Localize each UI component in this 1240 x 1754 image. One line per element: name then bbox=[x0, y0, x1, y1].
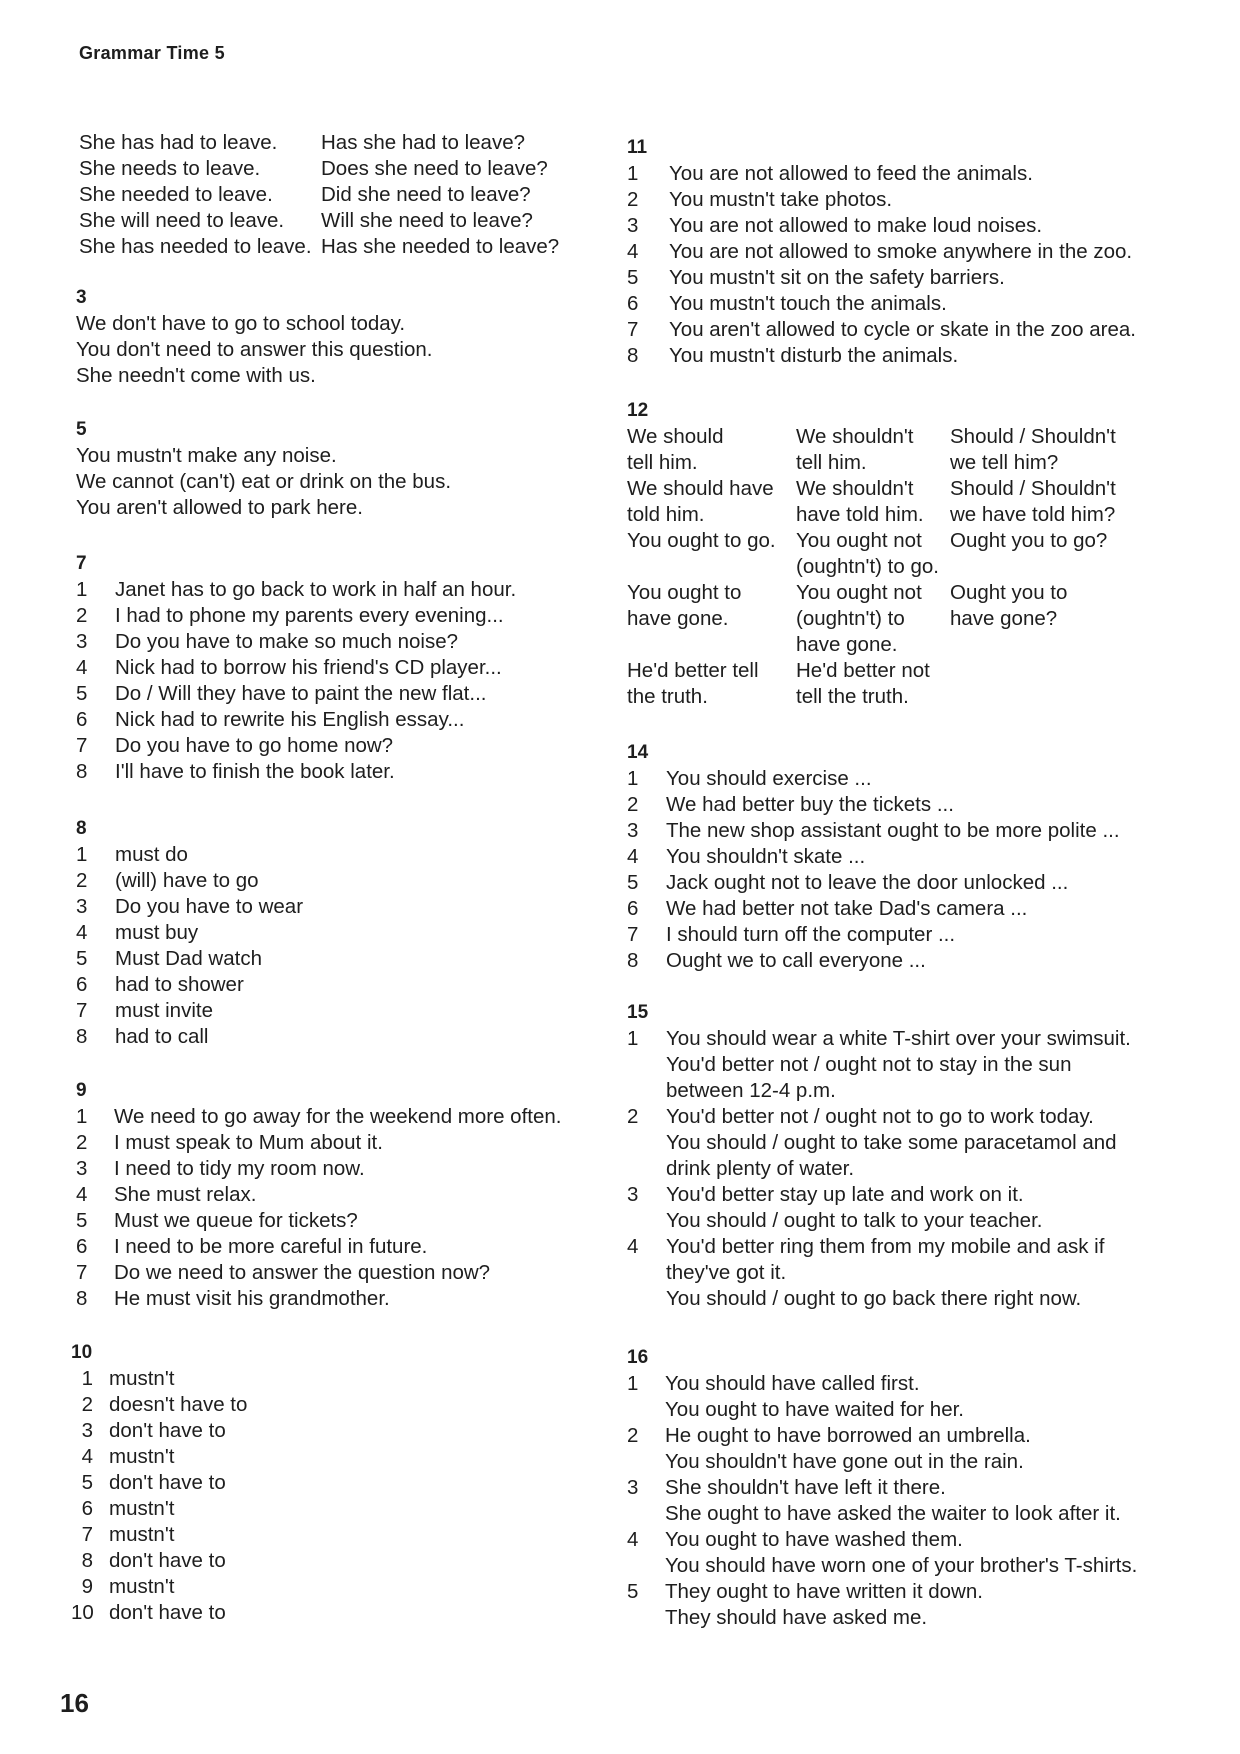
list-item bbox=[627, 1104, 1131, 1130]
item-text: I need to be more careful in future. bbox=[114, 1235, 428, 1258]
item-text: They should have asked me. bbox=[665, 1606, 928, 1629]
section-number: 3 bbox=[76, 287, 87, 308]
table-cell-line: He'd better not bbox=[796, 659, 930, 682]
item-text: mustn't bbox=[109, 1575, 175, 1598]
list-item bbox=[627, 1026, 1131, 1052]
item-text: You should wear a white T-shirt over your swimsuit. bbox=[666, 1027, 1131, 1050]
list-item bbox=[627, 317, 1136, 343]
list-item bbox=[627, 1423, 1137, 1449]
table-cell-line: tell the truth. bbox=[796, 685, 909, 708]
list-item bbox=[627, 1605, 1137, 1631]
list-item bbox=[627, 1449, 1137, 1475]
list-item bbox=[627, 896, 1120, 922]
list-item bbox=[627, 343, 1136, 369]
item-text: Janet has to go back to work in half an hour. bbox=[115, 578, 517, 601]
item-number: 5 bbox=[76, 1209, 88, 1232]
question: Will she need to leave? bbox=[321, 209, 533, 232]
pair-row bbox=[79, 130, 559, 156]
table-cell-line: You ought to go. bbox=[627, 529, 776, 552]
list-item bbox=[627, 766, 1120, 792]
section-11 bbox=[627, 135, 1136, 369]
table-cell-line: have told him. bbox=[796, 503, 924, 526]
list-item bbox=[76, 603, 516, 629]
table-cell-line: We shouldn't bbox=[796, 425, 914, 448]
section-14 bbox=[627, 740, 1120, 974]
item-text: He ought to have borrowed an umbrella. bbox=[665, 1424, 1031, 1447]
item-number: 4 bbox=[627, 845, 639, 868]
list-item bbox=[71, 1522, 247, 1548]
page-header: Grammar Time 5 bbox=[79, 43, 225, 63]
item-text: The new shop assistant ought to be more polite ... bbox=[666, 819, 1120, 842]
item-number: 4 bbox=[76, 1183, 88, 1206]
item-number bbox=[627, 1260, 666, 1286]
item-text: He must visit his grandmother. bbox=[114, 1287, 390, 1310]
item-number: 2 bbox=[76, 1131, 88, 1154]
item-number bbox=[627, 1286, 666, 1312]
answer-line: We don't have to go to school today. bbox=[76, 312, 406, 335]
item-text: (will) have to go bbox=[115, 869, 259, 892]
table-cell-line: tell him. bbox=[796, 451, 867, 474]
item-text: had to shower bbox=[115, 973, 244, 996]
item-text: between 12-4 p.m. bbox=[666, 1079, 836, 1102]
list-item bbox=[627, 265, 1136, 291]
item-number: 4 bbox=[76, 921, 88, 944]
item-text: drink plenty of water. bbox=[666, 1157, 855, 1180]
item-text: We need to go away for the weekend more often. bbox=[114, 1105, 562, 1128]
item-number: 1 bbox=[76, 843, 88, 866]
list-item bbox=[627, 291, 1136, 317]
item-number: 6 bbox=[627, 897, 639, 920]
list-item bbox=[76, 655, 516, 681]
item-text: You'd better not / ought not to stay in the sun bbox=[666, 1053, 1072, 1076]
table-cell-line: You ought not bbox=[796, 529, 922, 552]
section-number: 12 bbox=[627, 400, 649, 421]
section-3 bbox=[76, 285, 432, 389]
item-number: 8 bbox=[81, 1549, 93, 1572]
pair-row bbox=[79, 156, 559, 182]
question: Has she needed to leave? bbox=[321, 235, 560, 258]
list-item bbox=[627, 239, 1136, 265]
list-item bbox=[627, 1182, 1131, 1208]
list-item bbox=[76, 868, 303, 894]
list-item bbox=[76, 1260, 561, 1286]
item-number: 4 bbox=[627, 240, 639, 263]
list-item bbox=[627, 870, 1120, 896]
list-item bbox=[627, 1397, 1137, 1423]
item-number: 3 bbox=[76, 630, 88, 653]
list-item bbox=[71, 1548, 247, 1574]
list-item bbox=[627, 1234, 1131, 1260]
item-text: Nick had to borrow his friend's CD player... bbox=[115, 656, 502, 679]
section-number: 8 bbox=[76, 818, 87, 839]
item-number: 2 bbox=[76, 604, 88, 627]
item-text: She must relax. bbox=[114, 1183, 257, 1206]
pair-row bbox=[79, 182, 559, 208]
item-text: You ought to have waited for her. bbox=[665, 1398, 964, 1421]
item-number: 6 bbox=[76, 708, 88, 731]
item-text: must buy bbox=[115, 921, 199, 944]
list-item bbox=[76, 946, 303, 972]
item-number: 3 bbox=[76, 1157, 88, 1180]
item-number bbox=[627, 1208, 666, 1234]
item-text: You should have worn one of your brother's T-shirts. bbox=[665, 1554, 1138, 1577]
item-text: You shouldn't skate ... bbox=[666, 845, 866, 868]
section-12 bbox=[627, 398, 1116, 710]
section-15 bbox=[627, 1000, 1131, 1312]
item-text: You should / ought to take some paracetamol and bbox=[666, 1131, 1117, 1154]
list-item bbox=[627, 1475, 1137, 1501]
list-item bbox=[627, 1286, 1131, 1312]
item-text: doesn't have to bbox=[109, 1393, 248, 1416]
item-number: 4 bbox=[81, 1445, 93, 1468]
list-item bbox=[76, 759, 516, 785]
item-number: 5 bbox=[627, 871, 639, 894]
item-text: You are not allowed to smoke anywhere in the zoo. bbox=[669, 240, 1133, 263]
item-text: You shouldn't have gone out in the rain. bbox=[665, 1450, 1024, 1473]
section-number: 14 bbox=[627, 742, 649, 763]
item-number bbox=[627, 1501, 665, 1527]
item-text: You should have called first. bbox=[665, 1372, 920, 1395]
item-number: 4 bbox=[76, 656, 88, 679]
table-cell-line: Ought you to bbox=[950, 581, 1068, 604]
item-number bbox=[627, 1130, 666, 1156]
list-item bbox=[627, 1579, 1137, 1605]
pair-row bbox=[79, 234, 559, 260]
item-number: 3 bbox=[627, 819, 639, 842]
page-number: 16 bbox=[60, 1688, 89, 1718]
table-cell-line: tell him. bbox=[627, 451, 698, 474]
section-9 bbox=[76, 1078, 561, 1312]
item-number: 1 bbox=[627, 1372, 639, 1395]
list-item bbox=[627, 1208, 1131, 1234]
item-text: had to call bbox=[115, 1025, 209, 1048]
table-cell-line: we tell him? bbox=[950, 451, 1059, 474]
list-item bbox=[76, 681, 516, 707]
item-text: must do bbox=[115, 843, 188, 866]
table-cell-line: we have told him? bbox=[950, 503, 1116, 526]
item-number: 8 bbox=[627, 949, 639, 972]
list-item bbox=[627, 1130, 1131, 1156]
item-number: 10 bbox=[71, 1601, 94, 1624]
list-item bbox=[627, 1501, 1137, 1527]
modal-table bbox=[627, 424, 1116, 710]
list-item bbox=[76, 1024, 303, 1050]
section-number: 7 bbox=[76, 553, 87, 574]
item-text: You ought to have washed them. bbox=[665, 1528, 963, 1551]
item-number: 7 bbox=[627, 318, 639, 341]
item-text: You'd better ring them from my mobile and ask if bbox=[666, 1235, 1105, 1258]
item-number bbox=[627, 1553, 665, 1579]
answer-line: We cannot (can't) eat or drink on the bus. bbox=[76, 470, 452, 493]
item-text: We had better not take Dad's camera ... bbox=[666, 897, 1028, 920]
section-number: 11 bbox=[627, 137, 648, 158]
item-number: 4 bbox=[627, 1528, 639, 1551]
item-text: Do we need to answer the question now? bbox=[114, 1261, 491, 1284]
item-text: You mustn't touch the animals. bbox=[669, 292, 947, 315]
item-number: 2 bbox=[627, 1424, 639, 1447]
item-number: 5 bbox=[627, 266, 639, 289]
statement: She will need to leave. bbox=[79, 209, 285, 232]
list-item bbox=[76, 577, 516, 603]
list-item bbox=[71, 1392, 247, 1418]
item-text: I need to tidy my room now. bbox=[114, 1157, 365, 1180]
answer-pairs bbox=[79, 130, 559, 260]
list-item bbox=[627, 213, 1136, 239]
table-cell-line: told him. bbox=[627, 503, 705, 526]
item-text: mustn't bbox=[109, 1367, 175, 1390]
section-number: 5 bbox=[76, 419, 87, 440]
list-item bbox=[71, 1470, 247, 1496]
pair-row bbox=[79, 208, 559, 234]
item-number: 8 bbox=[76, 1025, 88, 1048]
table-cell-line: (oughtn't) to go. bbox=[796, 555, 939, 578]
statement: She needed to leave. bbox=[79, 183, 273, 206]
list-item bbox=[71, 1496, 247, 1522]
item-number: 1 bbox=[81, 1367, 93, 1390]
item-text: You are not allowed to feed the animals. bbox=[669, 162, 1033, 185]
item-number: 7 bbox=[627, 923, 639, 946]
item-text: You mustn't take photos. bbox=[669, 188, 893, 211]
item-number: 3 bbox=[627, 214, 639, 237]
item-number: 6 bbox=[76, 1235, 88, 1258]
list-item bbox=[627, 1553, 1137, 1579]
section-number: 15 bbox=[627, 1002, 649, 1023]
item-number bbox=[627, 1605, 665, 1631]
item-number: 8 bbox=[76, 760, 88, 783]
item-number: 6 bbox=[76, 973, 88, 996]
item-text: must invite bbox=[115, 999, 213, 1022]
list-item bbox=[76, 920, 303, 946]
item-text: I must speak to Mum about it. bbox=[114, 1131, 383, 1154]
item-text: You should / ought to go back there right now. bbox=[666, 1287, 1082, 1310]
item-text: Do you have to make so much noise? bbox=[115, 630, 458, 653]
item-number: 7 bbox=[76, 1261, 88, 1284]
item-number bbox=[627, 1156, 666, 1182]
list-item bbox=[627, 1260, 1131, 1286]
section-number: 16 bbox=[627, 1347, 649, 1368]
list-item bbox=[76, 1156, 561, 1182]
item-number: 5 bbox=[627, 1580, 639, 1603]
item-text: You should / ought to talk to your teacher. bbox=[666, 1209, 1043, 1232]
item-text: don't have to bbox=[109, 1601, 226, 1624]
statement: She has had to leave. bbox=[79, 131, 278, 154]
statement: She has needed to leave. bbox=[79, 235, 312, 258]
table-cell-line: the truth. bbox=[627, 685, 708, 708]
list-item bbox=[76, 1286, 561, 1312]
item-text: You mustn't sit on the safety barriers. bbox=[669, 266, 1005, 289]
item-text: They ought to have written it down. bbox=[665, 1580, 983, 1603]
item-text: You aren't allowed to cycle or skate in the zoo area. bbox=[669, 318, 1136, 341]
answer-line: You mustn't make any noise. bbox=[76, 444, 337, 467]
answer-line: You aren't allowed to park here. bbox=[76, 496, 363, 519]
table-cell-line: You ought not bbox=[796, 581, 922, 604]
item-number: 8 bbox=[76, 1287, 88, 1310]
item-text: We had better buy the tickets ... bbox=[666, 793, 954, 816]
item-text: You'd better not / ought not to go to work today. bbox=[666, 1105, 1094, 1128]
item-number: 2 bbox=[81, 1393, 93, 1416]
list-item bbox=[71, 1444, 247, 1470]
statement: She needs to leave. bbox=[79, 157, 261, 180]
table-cell-line: have gone. bbox=[796, 633, 898, 656]
item-number: 9 bbox=[81, 1575, 93, 1598]
table-cell-line: Ought you to go? bbox=[950, 529, 1108, 552]
item-number: 6 bbox=[627, 292, 639, 315]
list-item bbox=[627, 1052, 1131, 1078]
item-number: 2 bbox=[627, 1105, 639, 1128]
list-item bbox=[76, 1104, 561, 1130]
list-item bbox=[627, 948, 1120, 974]
list-item bbox=[76, 629, 516, 655]
item-text: Must we queue for tickets? bbox=[114, 1209, 358, 1232]
question: Does she need to leave? bbox=[321, 157, 548, 180]
list-item bbox=[627, 1156, 1131, 1182]
list-item bbox=[627, 1078, 1131, 1104]
item-number: 7 bbox=[76, 734, 88, 757]
section-10 bbox=[71, 1340, 247, 1626]
list-item bbox=[76, 1130, 561, 1156]
table-cell-line: We shouldn't bbox=[796, 477, 914, 500]
list-item bbox=[71, 1600, 247, 1626]
list-item bbox=[76, 1208, 561, 1234]
item-number bbox=[627, 1052, 666, 1078]
item-number: 7 bbox=[76, 999, 88, 1022]
item-number: 3 bbox=[627, 1476, 639, 1499]
item-number: 1 bbox=[76, 578, 88, 601]
item-text: Jack ought not to leave the door unlocked ... bbox=[666, 871, 1069, 894]
item-text: mustn't bbox=[109, 1445, 175, 1468]
item-number: 5 bbox=[76, 947, 88, 970]
item-number: 5 bbox=[81, 1471, 93, 1494]
list-item bbox=[76, 707, 516, 733]
list-item bbox=[627, 1371, 1137, 1397]
item-text: You are not allowed to make loud noises. bbox=[669, 214, 1043, 237]
list-item bbox=[76, 1182, 561, 1208]
item-text: You'd better stay up late and work on it. bbox=[666, 1183, 1024, 1206]
list-item bbox=[76, 998, 303, 1024]
list-item bbox=[76, 1234, 561, 1260]
item-text: Do / Will they have to paint the new flat... bbox=[115, 682, 487, 705]
table-cell-line: You ought to bbox=[627, 581, 742, 604]
item-number bbox=[627, 1078, 666, 1104]
item-text: Nick had to rewrite his English essay... bbox=[115, 708, 465, 731]
table-cell-line: We should bbox=[627, 425, 724, 448]
table-cell-line: We should have bbox=[627, 477, 774, 500]
item-text: I had to phone my parents every evening... bbox=[115, 604, 504, 627]
table-cell-line: Should / Shouldn't bbox=[950, 425, 1116, 448]
list-item bbox=[627, 844, 1120, 870]
item-number: 7 bbox=[81, 1523, 93, 1546]
item-text: You mustn't disturb the animals. bbox=[669, 344, 959, 367]
item-number: 3 bbox=[81, 1419, 93, 1442]
list-item bbox=[71, 1418, 247, 1444]
list-item bbox=[76, 733, 516, 759]
item-number bbox=[627, 1397, 665, 1423]
item-text: Must Dad watch bbox=[115, 947, 262, 970]
item-text: don't have to bbox=[109, 1419, 226, 1442]
list-item bbox=[71, 1366, 247, 1392]
item-number: 3 bbox=[76, 895, 88, 918]
item-number bbox=[627, 1449, 665, 1475]
item-number: 2 bbox=[76, 869, 88, 892]
item-number: 1 bbox=[627, 1027, 639, 1050]
item-text: I should turn off the computer ... bbox=[666, 923, 956, 946]
table-cell-line: Should / Shouldn't bbox=[950, 477, 1116, 500]
table-cell-line: He'd better tell bbox=[627, 659, 759, 682]
item-text: they've got it. bbox=[666, 1261, 787, 1284]
section-number: 10 bbox=[71, 1342, 93, 1363]
item-number: 2 bbox=[627, 793, 639, 816]
question: Did she need to leave? bbox=[321, 183, 531, 206]
item-number: 1 bbox=[627, 767, 639, 790]
section-16 bbox=[627, 1345, 1137, 1631]
item-text: Do you have to wear bbox=[115, 895, 304, 918]
answer-line: She needn't come with us. bbox=[76, 364, 316, 387]
list-item bbox=[627, 792, 1120, 818]
item-text: mustn't bbox=[109, 1497, 175, 1520]
list-item bbox=[76, 972, 303, 998]
list-item bbox=[76, 894, 303, 920]
item-text: don't have to bbox=[109, 1471, 226, 1494]
item-number: 4 bbox=[627, 1235, 639, 1258]
item-number: 1 bbox=[76, 1105, 88, 1128]
question: Has she had to leave? bbox=[321, 131, 525, 154]
item-text: mustn't bbox=[109, 1523, 175, 1546]
list-item bbox=[76, 842, 303, 868]
item-text: Do you have to go home now? bbox=[115, 734, 394, 757]
section-number: 9 bbox=[76, 1080, 87, 1101]
item-number: 8 bbox=[627, 344, 639, 367]
list-item bbox=[627, 161, 1136, 187]
item-number: 2 bbox=[627, 188, 639, 211]
item-text: don't have to bbox=[109, 1549, 226, 1572]
item-text: I'll have to finish the book later. bbox=[115, 760, 395, 783]
table-cell-line: (oughtn't) to bbox=[796, 607, 905, 630]
item-number: 6 bbox=[81, 1497, 93, 1520]
list-item bbox=[627, 187, 1136, 213]
table-cell-line: have gone. bbox=[627, 607, 729, 630]
item-text: She shouldn't have left it there. bbox=[665, 1476, 946, 1499]
item-text: She ought to have asked the waiter to look after it. bbox=[665, 1502, 1121, 1525]
table-cell-line: have gone? bbox=[950, 607, 1058, 630]
item-number: 3 bbox=[627, 1183, 639, 1206]
answer-line: You don't need to answer this question. bbox=[76, 338, 433, 361]
item-number: 1 bbox=[627, 162, 639, 185]
section-7 bbox=[76, 551, 516, 785]
list-item bbox=[627, 922, 1120, 948]
section-8 bbox=[76, 816, 303, 1050]
list-item bbox=[627, 818, 1120, 844]
item-text: Ought we to call everyone ... bbox=[666, 949, 926, 972]
list-item bbox=[627, 1527, 1137, 1553]
item-text: You should exercise ... bbox=[666, 767, 872, 790]
item-number: 5 bbox=[76, 682, 88, 705]
list-item bbox=[71, 1574, 247, 1600]
section-5 bbox=[76, 417, 451, 521]
